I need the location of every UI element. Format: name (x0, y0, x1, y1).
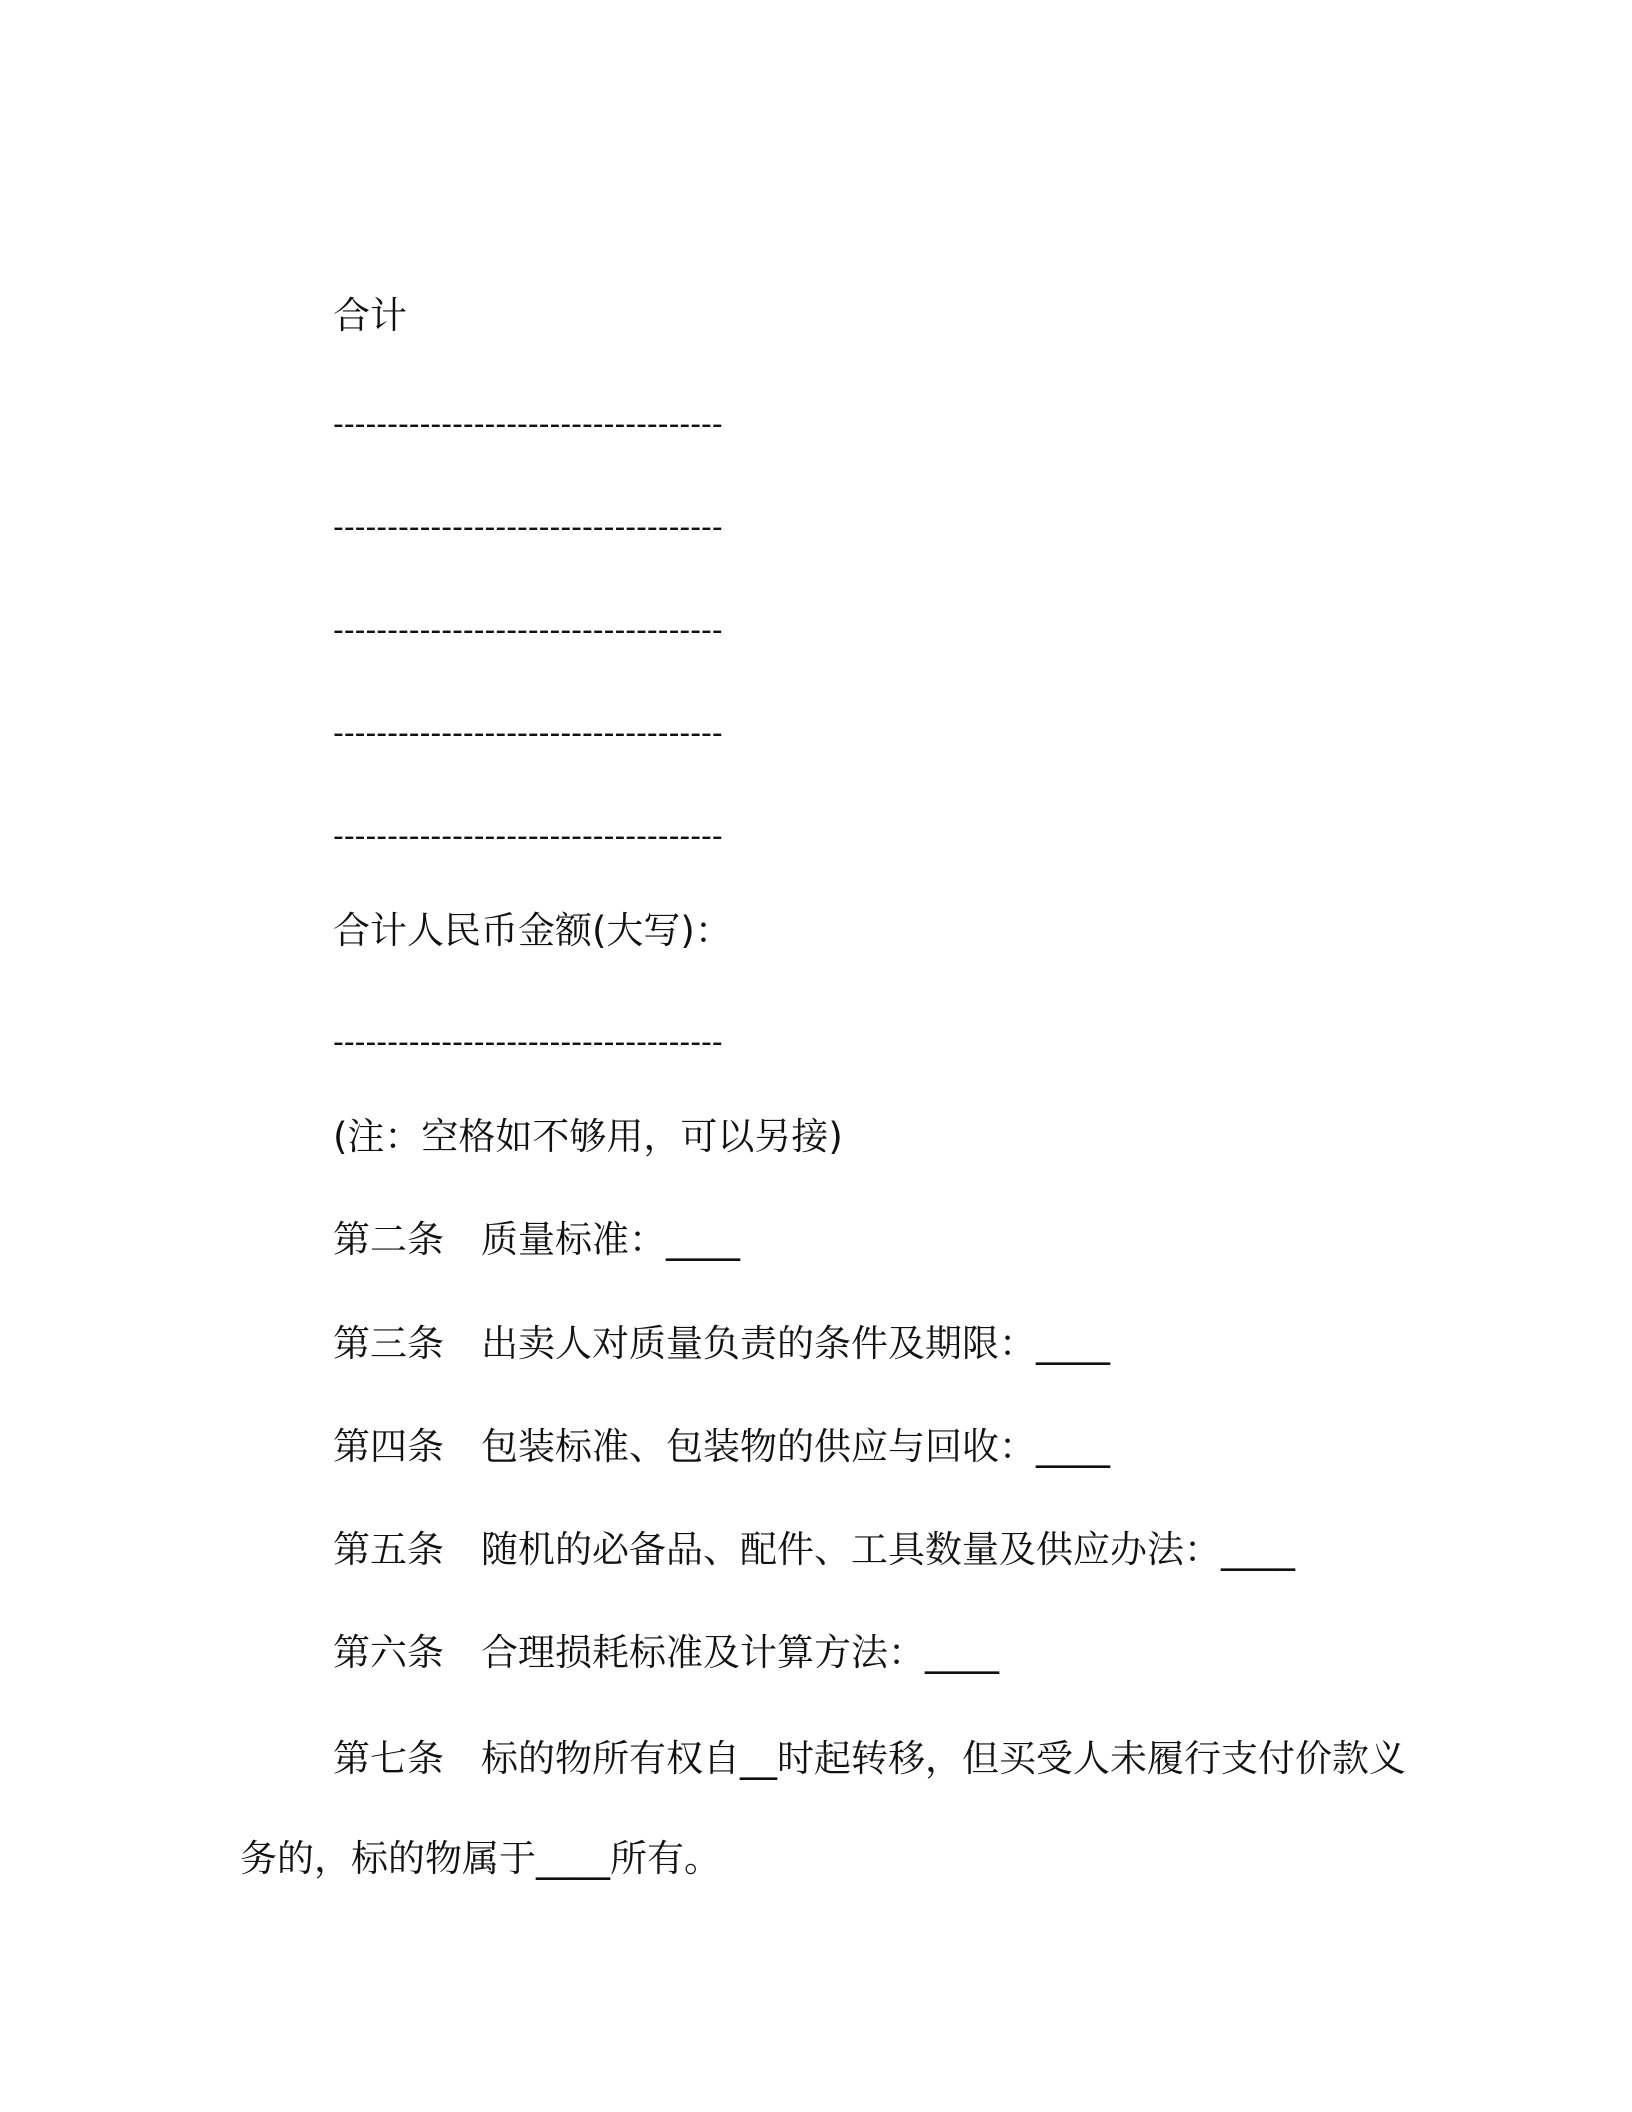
article-7: 第七条 标的物所有权自__时起转移，但买受人未履行支付价款义务的，标的物属于____所有。 (240, 1737, 1406, 1880)
article-3: 第三条 出卖人对质量负责的条件及期限：____ (333, 1322, 1110, 1365)
article-4: 第四条 包装标准、包装物的供应与回收：____ (333, 1425, 1110, 1468)
article-2: 第二条 质量标准：____ (333, 1218, 740, 1261)
article-5: 第五条 随机的必备品、配件、工具数量及供应办法：____ (333, 1528, 1295, 1571)
article-6: 第六条 合理损耗标准及计算方法：____ (333, 1631, 999, 1674)
note-text: (注：空格如不够用，可以另接) (333, 1115, 843, 1158)
dash-separator-6: ------------------------------------ (333, 1025, 723, 1060)
dash-separator-4: ------------------------------------ (333, 716, 723, 751)
dash-separator-1: ------------------------------------ (333, 407, 723, 442)
total-rmb-amount-label: 合计人民币金额(大写)： (333, 909, 732, 952)
dash-separator-2: ------------------------------------ (333, 510, 723, 545)
dash-separator-3: ------------------------------------ (333, 613, 723, 648)
total-label: 合计 (333, 294, 407, 337)
dash-separator-5: ------------------------------------ (333, 819, 723, 854)
